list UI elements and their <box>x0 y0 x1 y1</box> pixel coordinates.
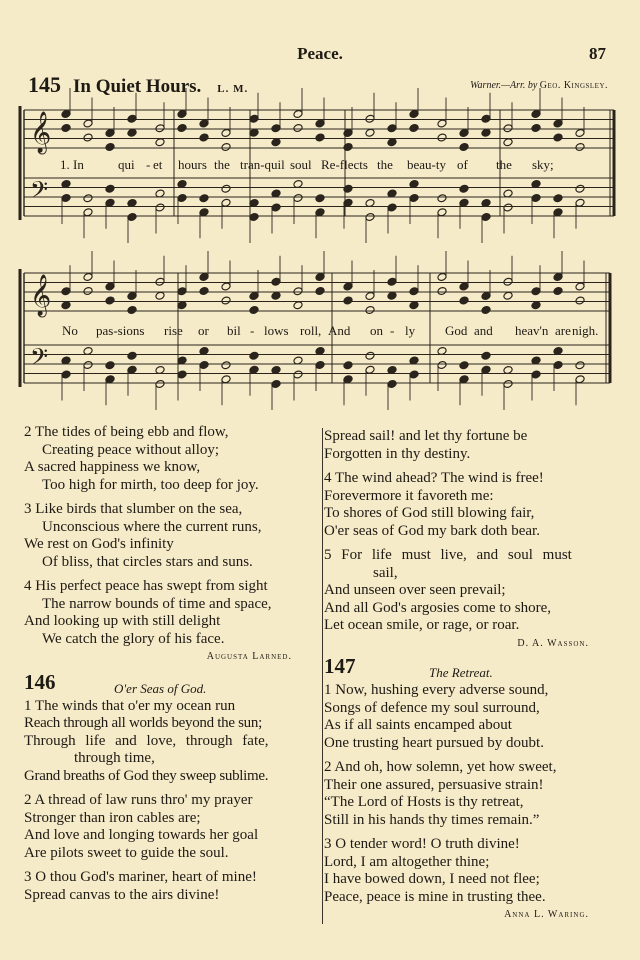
lyric-syllable: hours <box>178 157 207 172</box>
verse-line: Forevermore it favoreth me: <box>324 487 494 504</box>
note-head <box>575 361 585 370</box>
clef-icon: 𝄢 <box>30 176 49 209</box>
lyric-syllable: heav'n <box>515 323 549 338</box>
note-head <box>155 124 165 133</box>
note-head <box>387 203 397 212</box>
hymn-147-title: The Retreat. <box>429 665 493 680</box>
note-head <box>177 194 187 203</box>
note-head <box>437 194 447 203</box>
note-head <box>315 287 325 296</box>
note-head <box>531 124 541 133</box>
note-head <box>61 370 71 379</box>
verse-line: We catch the glory of his face. <box>42 630 225 647</box>
verse-line: Spread canvas to the airs divine! <box>24 886 220 903</box>
hymn-145-author: Augusta Larned. <box>206 651 292 662</box>
note-head <box>271 138 281 147</box>
note-head <box>459 198 469 207</box>
note-head <box>365 365 375 374</box>
note-head <box>155 277 165 286</box>
hymn-145-verse-3 <box>24 501 316 571</box>
note-head <box>293 194 303 203</box>
note-head <box>105 296 115 305</box>
note-head <box>387 291 397 300</box>
hymn-145-music-score <box>0 0 640 410</box>
note-head <box>343 375 353 384</box>
lyric-syllable: bil <box>227 323 241 338</box>
note-head <box>531 194 541 203</box>
note-head <box>503 203 513 212</box>
note-head <box>221 375 231 384</box>
hymn-146-verse-3 <box>24 869 316 904</box>
hymn-147-verse-2 <box>323 759 615 829</box>
lyric-syllable: pas-sions <box>96 323 145 338</box>
lyric-syllable: Re-flects <box>321 157 368 172</box>
lyric-syllable: tran-quil <box>240 157 285 172</box>
note-head <box>531 110 541 119</box>
note-head <box>343 361 353 370</box>
note-head <box>221 361 231 370</box>
note-head <box>105 361 115 370</box>
note-head <box>271 380 281 389</box>
lyric-syllable: are <box>555 323 571 338</box>
verse-line: Reach through all worlds beyond the sun; <box>24 715 262 731</box>
note-head <box>221 296 231 305</box>
lyric-syllable: - <box>146 157 151 172</box>
verse-line: Forgotten in thy destiny. <box>324 445 471 462</box>
note-head <box>199 133 209 142</box>
note-head <box>293 110 303 119</box>
note-head <box>155 291 165 300</box>
note-head <box>503 291 513 300</box>
verse-line: And love and longing towards her goal <box>24 827 259 843</box>
note-head <box>293 124 303 133</box>
note-head <box>553 287 563 296</box>
hymn-146-verse-5 <box>323 547 615 635</box>
note-head <box>293 301 303 310</box>
hymn-147-verse-1 <box>323 682 615 752</box>
verse-line: Unconscious where the current runs, <box>42 518 262 535</box>
verse-line: Songs of defence my soul surround, <box>324 699 540 716</box>
hymn-146-author: D. A. Wasson. <box>517 637 589 649</box>
lyric-syllable: And <box>328 323 351 338</box>
lyric-syllable: qui <box>118 157 135 172</box>
note-head <box>155 203 165 212</box>
note-head <box>343 143 353 152</box>
note-head <box>437 133 447 142</box>
note-head <box>531 287 541 296</box>
note-head <box>315 361 325 370</box>
right-column <box>322 428 615 924</box>
credit-name: Geo. Kingsley. <box>539 80 608 91</box>
note-head <box>199 287 209 296</box>
note-head <box>531 370 541 379</box>
note-head <box>409 194 419 203</box>
verse-line: Spread sail! and let thy fortune be <box>324 428 528 444</box>
hymn-146-verse-4 <box>323 470 615 540</box>
note-head <box>105 282 115 291</box>
lyric-syllable: on <box>370 323 383 338</box>
note-head <box>177 110 187 119</box>
clef-icon: 𝄞 <box>30 112 52 153</box>
hymn-147-verse-3 <box>323 836 615 906</box>
hymn-146-verse-1 <box>24 698 316 786</box>
hymn-145-verse-4 <box>24 578 316 648</box>
note-head <box>105 143 115 152</box>
note-head <box>459 184 469 193</box>
verse-line: Too high for mirth, too deep for joy. <box>42 476 259 493</box>
verse-line: 3 O tender word! O truth divine! <box>324 836 520 852</box>
verse-line: 1 Now, hushing every adverse sound, <box>324 682 549 698</box>
note-head <box>315 208 325 217</box>
hymn-146-title: O'er Seas of God. <box>114 680 207 696</box>
hymn-145-lyric-line-2 <box>60 323 615 339</box>
note-head <box>365 213 375 222</box>
hymn-147-number: 147 <box>324 654 356 678</box>
note-head <box>177 124 187 133</box>
note-head <box>481 292 491 301</box>
note-head <box>127 213 137 222</box>
note-head <box>365 351 375 360</box>
lyric-syllable: nigh. <box>572 323 599 338</box>
lyric-syllable: the <box>496 157 512 172</box>
verse-line: Peace, peace is mine in trusting thee. <box>324 888 546 905</box>
note-head <box>83 287 93 296</box>
verse-line: Grand breaths of God they sweep sublime. <box>24 767 269 784</box>
note-head <box>459 296 469 305</box>
verse-line: 3 Like birds that slumber on the sea, <box>24 501 243 517</box>
note-head <box>503 277 513 286</box>
note-head <box>293 287 303 296</box>
verse-line: 4 The wind ahead? The wind is free! <box>324 470 544 486</box>
note-head <box>249 365 259 374</box>
note-head <box>127 292 137 301</box>
hymn-145-verse-2 <box>24 424 316 494</box>
note-head <box>105 184 115 193</box>
lyric-syllable: No <box>62 323 78 338</box>
clef-icon: 𝄢 <box>30 343 49 376</box>
note-head <box>155 138 165 147</box>
lyric-syllable: sky; <box>532 157 554 172</box>
note-head <box>575 375 585 384</box>
hymn-145-lyric-line-1 <box>60 157 615 173</box>
verse-line: 3 O thou God's mariner, heart of mine! <box>24 869 257 885</box>
note-head <box>199 361 209 370</box>
lyric-syllable: rise <box>164 323 183 338</box>
note-head <box>83 208 93 217</box>
lyric-syllable: ly <box>405 323 416 338</box>
verse-line: 2 A thread of law runs thro' my prayer <box>24 792 253 808</box>
note-head <box>271 277 281 286</box>
lyric-syllable: 1. In <box>60 157 84 172</box>
note-head <box>481 128 491 137</box>
note-head <box>199 273 209 282</box>
hymn-146-number: 146 <box>24 669 56 694</box>
note-head <box>481 365 491 374</box>
note-head <box>221 143 231 152</box>
verse-line: 1 The winds that o'er my ocean run <box>24 697 236 714</box>
note-head <box>437 119 447 128</box>
verse-line: As if all saints encamped about <box>324 717 512 733</box>
note-head <box>553 194 563 203</box>
note-head <box>61 110 71 119</box>
note-head <box>155 380 165 389</box>
verse-line: I have bowed down, I need not flee; <box>324 871 540 887</box>
note-head <box>553 273 563 282</box>
note-head <box>249 351 259 360</box>
credit-lead: Warner.—Arr. by <box>470 80 538 91</box>
note-head <box>387 277 397 286</box>
note-head <box>83 119 93 128</box>
lyric-syllable: of <box>457 157 468 172</box>
verse-line: Lord, I am altogether thine; <box>324 853 490 870</box>
note-head <box>249 292 259 301</box>
note-head <box>315 119 325 128</box>
note-head <box>387 124 397 133</box>
note-head <box>127 114 137 123</box>
note-head <box>575 184 585 193</box>
verse-line: Stronger than iron cables are; <box>24 809 201 826</box>
note-head <box>553 119 563 128</box>
note-head <box>481 306 491 315</box>
note-head <box>365 128 375 137</box>
verse-line: 2 And oh, how solemn, yet how sweet, <box>324 759 557 775</box>
lyric-syllable: soul <box>290 157 312 172</box>
note-head <box>575 198 585 207</box>
note-head <box>221 129 231 138</box>
note-head <box>293 370 303 379</box>
note-head <box>127 351 137 360</box>
hymn-146-heading <box>24 669 316 698</box>
note-head <box>127 306 137 315</box>
lyric-syllable: lows <box>264 323 289 338</box>
lyric-syllable: - <box>250 323 255 338</box>
note-head <box>481 213 491 222</box>
note-head <box>343 184 353 193</box>
verse-line: O'er seas of God my bark doth bear. <box>324 522 540 539</box>
note-head <box>343 198 353 207</box>
note-head <box>409 301 419 310</box>
note-head <box>83 194 93 203</box>
note-head <box>83 361 93 370</box>
note-head <box>387 138 397 147</box>
verse-line: 2 The tides of being ebb and flow, <box>24 424 229 440</box>
verse-line: A sacred happiness we know, <box>24 459 201 475</box>
note-head <box>503 380 513 389</box>
note-head <box>481 351 491 360</box>
note-head <box>387 380 397 389</box>
note-head <box>553 133 563 142</box>
verse-line: And all God's argosies come to shore, <box>324 599 551 616</box>
lyric-syllable: or <box>198 323 209 338</box>
note-head <box>575 143 585 152</box>
lyric-syllable: the <box>214 157 230 172</box>
verse-line: 5 For life must live, and soul must <box>324 547 572 563</box>
note-head <box>105 198 115 207</box>
verse-line: through time, <box>74 750 155 766</box>
verse-line: “The Lord of Hosts is thy retreat, <box>324 794 524 810</box>
note-head <box>409 287 419 296</box>
note-head <box>199 119 209 128</box>
note-head <box>437 208 447 217</box>
verse-line: Let ocean smile, or rage, or roar. <box>324 617 520 633</box>
note-head <box>221 184 231 193</box>
note-head <box>365 306 375 315</box>
hymn-146-verse-3-continued <box>323 428 615 463</box>
verse-line: And looking up with still delight <box>24 613 221 629</box>
verse-line: Creating peace without alloy; <box>42 441 220 458</box>
note-head <box>105 375 115 384</box>
verse-line: sail, <box>373 564 398 581</box>
note-head <box>105 129 115 138</box>
note-head <box>575 296 585 305</box>
note-head <box>553 361 563 370</box>
hymn-147-heading <box>323 654 615 682</box>
verse-line: The narrow bounds of time and space, <box>42 595 272 612</box>
note-head <box>503 138 513 147</box>
note-head <box>459 361 469 370</box>
note-head <box>315 194 325 203</box>
hymn-145-meter: L. M. <box>217 83 249 95</box>
verse-line: Still in his hands thy times remain.” <box>324 811 540 828</box>
note-head <box>199 194 209 203</box>
note-head <box>271 203 281 212</box>
note-head <box>127 128 137 137</box>
note-head <box>271 124 281 133</box>
lyric-syllable: God <box>445 323 468 338</box>
note-head <box>61 287 71 296</box>
verse-line: One trusting heart pursued by doubt. <box>324 734 544 751</box>
note-head <box>199 208 209 217</box>
hymn-145-number: 145 <box>28 72 61 97</box>
page-number: 87 <box>589 44 606 63</box>
note-head <box>437 287 447 296</box>
note-head <box>61 301 71 310</box>
note-head <box>315 133 325 142</box>
note-head <box>503 124 513 133</box>
verse-line: Through life and love, through fate, <box>24 732 269 749</box>
note-head <box>61 124 71 133</box>
hymn-146-verse-2 <box>24 792 316 862</box>
verse-line: Are pilots sweet to guide the soul. <box>24 844 229 861</box>
verse-line: To shores of God still blowing fair, <box>324 505 535 521</box>
verse-line: And unseen over seen prevail; <box>324 582 506 598</box>
hymn-145-title: In Quiet Hours. <box>73 76 202 97</box>
note-head <box>409 110 419 119</box>
note-head <box>409 124 419 133</box>
note-head <box>249 306 259 315</box>
note-head <box>575 282 585 291</box>
note-head <box>343 282 353 291</box>
note-head <box>365 114 375 123</box>
lyric-syllable: et <box>153 157 163 172</box>
running-head: Peace. <box>297 44 343 63</box>
lyric-syllable: and <box>474 323 493 338</box>
note-head <box>459 282 469 291</box>
note-head <box>365 292 375 301</box>
note-head <box>459 129 469 138</box>
note-head <box>437 361 447 370</box>
verse-line: Of bliss, that circles stars and suns. <box>42 553 253 570</box>
note-head <box>481 114 491 123</box>
note-head <box>315 273 325 282</box>
note-head <box>459 143 469 152</box>
note-head <box>221 198 231 207</box>
lyric-syllable: roll, <box>300 323 322 338</box>
left-column <box>24 424 316 904</box>
note-head <box>83 133 93 142</box>
note-head <box>83 273 93 282</box>
note-head <box>437 273 447 282</box>
note-head <box>127 365 137 374</box>
note-head <box>531 301 541 310</box>
note-head <box>271 291 281 300</box>
note-head <box>409 370 419 379</box>
clef-icon: 𝄞 <box>30 275 52 316</box>
note-head <box>343 129 353 138</box>
note-head <box>343 296 353 305</box>
note-head <box>61 194 71 203</box>
verse-line: We rest on God's infinity <box>24 536 174 552</box>
lyric-syllable: the <box>377 157 393 172</box>
lyric-syllable: - <box>390 323 395 338</box>
note-head <box>575 129 585 138</box>
hymn-147-author: Anna L. Waring. <box>504 909 589 920</box>
verse-line: Their one assured, persuasive strain! <box>324 776 544 793</box>
note-head <box>459 375 469 384</box>
note-head <box>553 208 563 217</box>
note-head <box>221 282 231 291</box>
lyric-syllable: beau-ty <box>407 157 446 172</box>
verse-line: 4 His perfect peace has swept from sight <box>24 578 268 594</box>
